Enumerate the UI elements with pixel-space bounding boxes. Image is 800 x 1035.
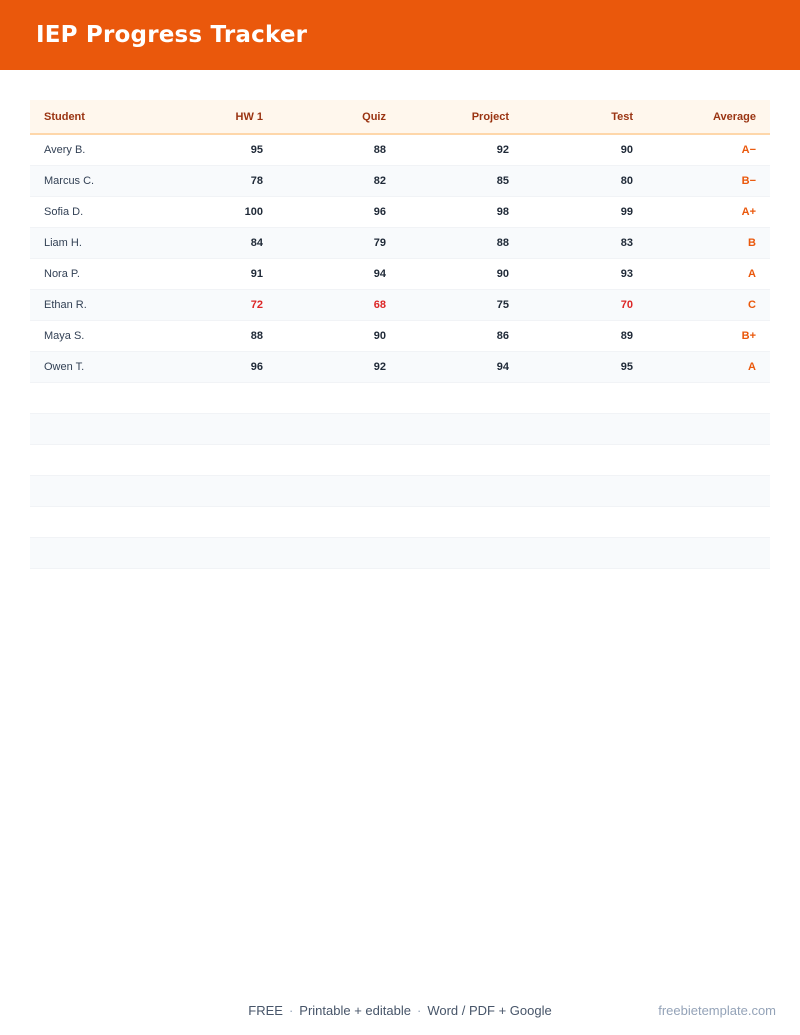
empty-cell: [523, 382, 647, 413]
empty-cell: [647, 475, 770, 506]
empty-table-row: [30, 444, 770, 475]
page-title: IEP Progress Tracker: [36, 22, 308, 48]
empty-cell: [400, 537, 523, 568]
cell-student-name: Ethan R.: [44, 298, 87, 311]
cell-score-quiz: 88: [373, 143, 386, 156]
table-row: [30, 196, 770, 227]
cell-score-hw1: 95: [250, 143, 263, 156]
cell-student-name: Marcus C.: [44, 174, 95, 187]
empty-table-row: [30, 475, 770, 506]
cell-average-grade: C: [748, 298, 756, 311]
empty-cell: [523, 506, 647, 537]
empty-cell: [277, 413, 400, 444]
cell-score-quiz: 92: [373, 360, 386, 373]
table-row: [30, 289, 770, 320]
cell-score-test: 89: [620, 329, 633, 342]
cell-score-hw1: 96: [250, 360, 263, 373]
empty-cell: [30, 413, 155, 444]
empty-cell: [155, 413, 277, 444]
footer-site-link[interactable]: freebietemplate.com: [658, 1003, 776, 1018]
empty-cell: [30, 444, 155, 475]
cell-average-grade: B: [748, 236, 756, 249]
cell-score-hw1: 91: [250, 267, 263, 280]
cell-score-quiz: 82: [373, 174, 386, 187]
empty-table-row: [30, 506, 770, 537]
grades-table: [30, 100, 770, 569]
table-row: [30, 258, 770, 289]
empty-cell: [647, 506, 770, 537]
empty-cell: [400, 506, 523, 537]
cell-average-grade: A: [748, 360, 756, 373]
footer: [0, 1003, 800, 1023]
cell-score-project: 92: [496, 143, 509, 156]
empty-cell: [155, 537, 277, 568]
cell-average-grade: B−: [741, 174, 756, 187]
column-header-student: Student: [30, 100, 155, 134]
empty-cell: [400, 444, 523, 475]
cell-average-grade: B+: [741, 329, 756, 342]
grades-table-container: [30, 100, 770, 569]
cell-score-hw1: 72: [250, 298, 263, 311]
empty-cell: [647, 382, 770, 413]
empty-cell: [30, 537, 155, 568]
empty-cell: [523, 413, 647, 444]
cell-score-hw1: 78: [250, 174, 263, 187]
empty-cell: [30, 475, 155, 506]
cell-student-name: Liam H.: [44, 236, 82, 249]
cell-average-grade: A: [748, 267, 756, 280]
table-row: [30, 351, 770, 382]
cell-score-quiz: 79: [373, 236, 386, 249]
cell-score-quiz: 96: [373, 205, 386, 218]
cell-score-project: 94: [496, 360, 509, 373]
empty-cell: [277, 382, 400, 413]
cell-score-test: 93: [620, 267, 633, 280]
empty-cell: [277, 475, 400, 506]
empty-cell: [277, 444, 400, 475]
cell-score-hw1: 100: [244, 205, 263, 218]
table-row: [30, 320, 770, 351]
cell-score-hw1: 88: [250, 329, 263, 342]
footer-separator: ·: [416, 1003, 422, 1018]
empty-cell: [523, 444, 647, 475]
empty-cell: [30, 506, 155, 537]
cell-average-grade: A+: [741, 205, 756, 218]
cell-student-name: Sofia D.: [44, 205, 84, 218]
empty-cell: [155, 444, 277, 475]
footer-separator: ·: [288, 1003, 294, 1018]
empty-cell: [647, 537, 770, 568]
table-header-row: [30, 100, 770, 134]
cell-score-quiz: 94: [373, 267, 386, 280]
cell-score-test: 90: [620, 143, 633, 156]
cell-student-name: Avery B.: [44, 143, 86, 156]
cell-score-quiz: 90: [373, 329, 386, 342]
empty-cell: [277, 506, 400, 537]
empty-cell: [647, 413, 770, 444]
cell-score-test: 70: [620, 298, 633, 311]
cell-score-project: 75: [496, 298, 509, 311]
table-row: [30, 134, 770, 165]
empty-cell: [155, 506, 277, 537]
cell-average-grade: A−: [741, 143, 756, 156]
cell-score-test: 99: [620, 205, 633, 218]
column-header-quiz: Quiz: [277, 100, 400, 134]
empty-table-row: [30, 537, 770, 568]
cell-score-test: 83: [620, 236, 633, 249]
empty-cell: [523, 475, 647, 506]
cell-student-name: Maya S.: [44, 329, 85, 342]
cell-score-test: 80: [620, 174, 633, 187]
footer-label-formats: Word / PDF + Google: [427, 1003, 552, 1018]
cell-score-project: 98: [496, 205, 509, 218]
cell-score-project: 86: [496, 329, 509, 342]
cell-student-name: Owen T.: [44, 360, 85, 373]
cell-score-quiz: 68: [373, 298, 386, 311]
empty-cell: [400, 382, 523, 413]
empty-cell: [647, 444, 770, 475]
table-row: [30, 227, 770, 258]
footer-label-printable: Printable + editable: [299, 1003, 411, 1018]
empty-cell: [155, 382, 277, 413]
cell-score-project: 85: [496, 174, 509, 187]
column-header-test: Test: [523, 100, 647, 134]
column-header-hw1: HW 1: [155, 100, 277, 134]
empty-table-row: [30, 413, 770, 444]
cell-score-test: 95: [620, 360, 633, 373]
footer-label-free: FREE: [248, 1003, 283, 1018]
empty-cell: [277, 537, 400, 568]
table-row: [30, 165, 770, 196]
header-bar: [0, 0, 800, 70]
cell-score-hw1: 84: [250, 236, 263, 249]
cell-student-name: Nora P.: [44, 267, 80, 280]
column-header-average: Average: [647, 100, 770, 134]
empty-cell: [523, 537, 647, 568]
table-body: [30, 134, 770, 568]
cell-score-project: 90: [496, 267, 509, 280]
column-header-project: Project: [400, 100, 523, 134]
cell-score-project: 88: [496, 236, 509, 249]
empty-table-row: [30, 382, 770, 413]
empty-cell: [400, 413, 523, 444]
empty-cell: [400, 475, 523, 506]
empty-cell: [30, 382, 155, 413]
empty-cell: [155, 475, 277, 506]
